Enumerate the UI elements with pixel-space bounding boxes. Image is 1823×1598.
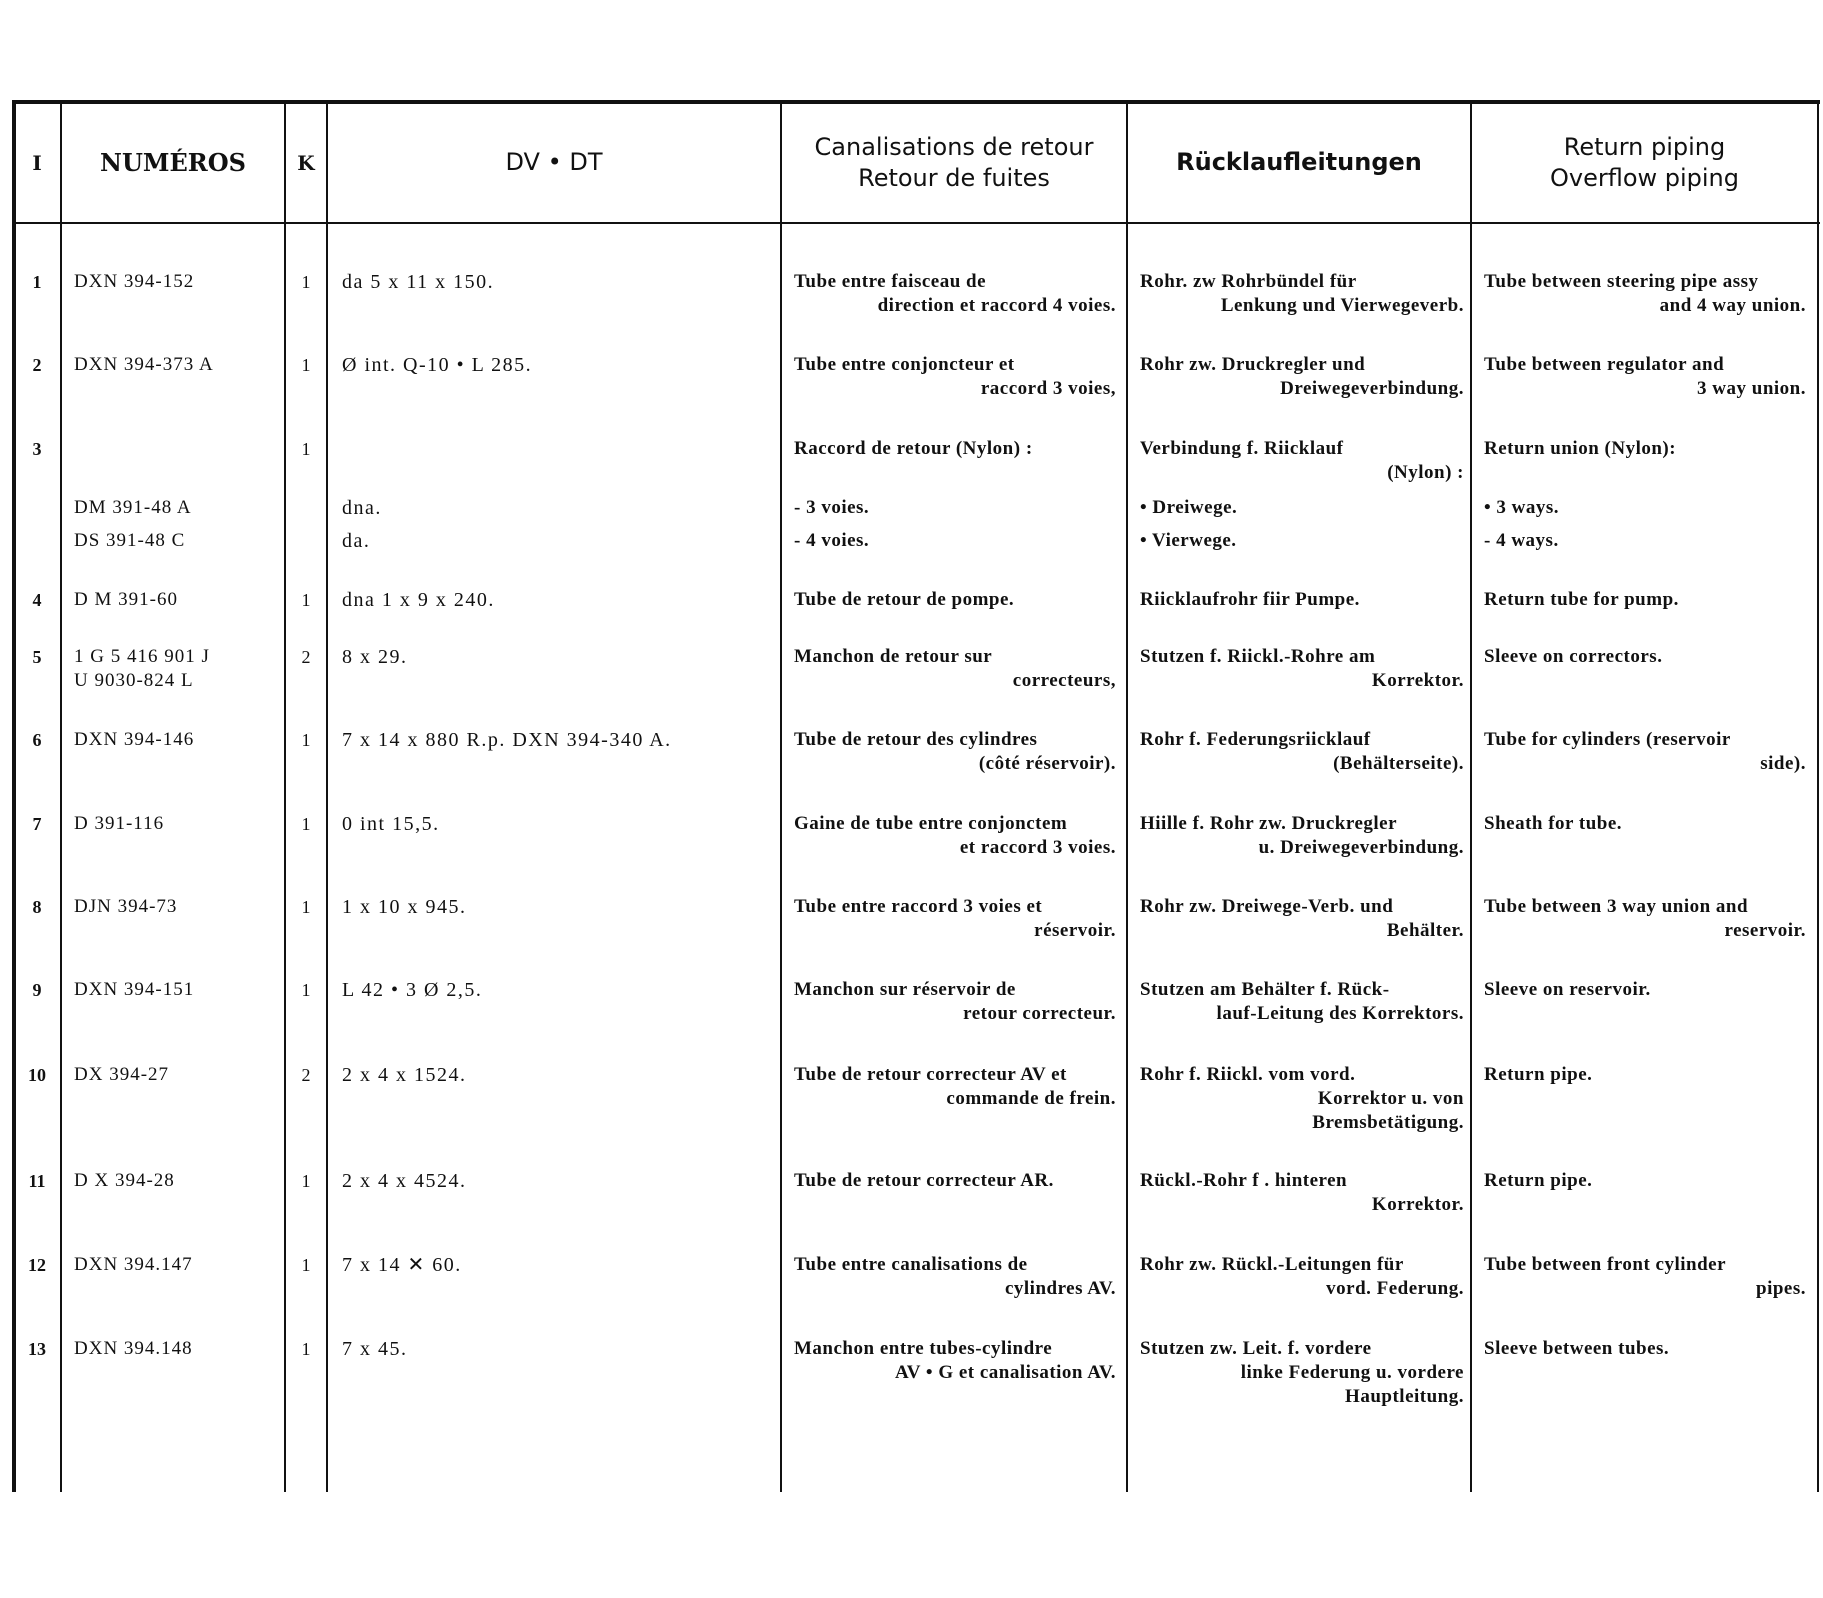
german-description-line: Hauptleitung. xyxy=(1345,1386,1464,1407)
french-description-line: cylindres AV. xyxy=(1004,1278,1116,1299)
french-description xyxy=(794,588,1116,612)
dimension: 2 x 4 x 4524. xyxy=(342,1170,467,1192)
quantity: 1 xyxy=(301,730,311,750)
header-k: K xyxy=(297,151,315,175)
col-divider xyxy=(284,100,286,1492)
french-description-line: Tube de retour correcteur AR. xyxy=(794,1170,1054,1191)
english-description-line: Return pipe. xyxy=(1484,1064,1593,1085)
english-description-line: Sleeve on correctors. xyxy=(1484,646,1663,667)
french-description-line: Tube entre raccord 3 voies et xyxy=(794,896,1043,917)
german-description-line: Korrektor u. von xyxy=(1317,1088,1464,1109)
english-description-line: reservoir. xyxy=(1724,920,1806,941)
quantity: 1 xyxy=(301,590,311,610)
german-description xyxy=(1140,270,1464,318)
german-description xyxy=(1140,529,1464,553)
quantity: 1 xyxy=(301,439,311,459)
german-description-line: lauf-Leitung des Korrektors. xyxy=(1216,1003,1464,1024)
english-description xyxy=(1484,1169,1806,1193)
row-index: 3 xyxy=(32,439,42,459)
part-number-text: DJN 394-73 xyxy=(74,896,178,917)
part-number-text: 1 G 5 416 901 J xyxy=(74,646,210,667)
german-description-line: vord. Federung. xyxy=(1326,1278,1464,1299)
english-description xyxy=(1484,353,1806,401)
german-description-line: Stutzen zw. Leit. f. vordere xyxy=(1140,1338,1372,1359)
german-description-line: Behälter. xyxy=(1386,920,1464,941)
quantity: 1 xyxy=(301,814,311,834)
french-description-line: (côté réservoir). xyxy=(978,753,1116,774)
german-description xyxy=(1140,1063,1464,1135)
english-description xyxy=(1484,496,1806,520)
german-description-line: (Behälterseite). xyxy=(1333,753,1464,774)
row-index: 2 xyxy=(32,355,42,375)
part-number xyxy=(74,978,284,1002)
part-number-text: DXN 394-152 xyxy=(74,271,195,292)
french-description-line: - 3 voies. xyxy=(794,497,870,518)
german-description xyxy=(1140,645,1464,693)
row-index: 5 xyxy=(32,647,42,667)
german-description-line: Dreiwegeverbindung. xyxy=(1280,378,1464,399)
row-index: 7 xyxy=(32,814,42,834)
part-number xyxy=(74,895,284,919)
english-description xyxy=(1484,437,1806,461)
german-description xyxy=(1140,437,1464,485)
german-description-line: Rohr f. Federungsriicklauf xyxy=(1140,729,1371,750)
part-number xyxy=(74,270,284,294)
dimension: 7 x 45. xyxy=(342,1338,408,1360)
english-description xyxy=(1484,588,1806,612)
german-description-line: Rohr zw. Dreiwege-Verb. und xyxy=(1140,896,1394,917)
german-description xyxy=(1140,812,1464,860)
german-description-line: Rohr f. Riickl. vom vord. xyxy=(1140,1064,1356,1085)
german-description-line: Verbindung f. Riicklauf xyxy=(1140,438,1344,459)
dimension: L 42 • 3 Ø 2,5. xyxy=(342,979,483,1001)
german-description xyxy=(1140,496,1464,520)
dimension: da 5 x 11 x 150. xyxy=(342,271,495,293)
french-description xyxy=(794,437,1116,461)
german-description-line: Hiille f. Rohr zw. Druckregler xyxy=(1140,813,1398,834)
dimension: dna 1 x 9 x 240. xyxy=(342,589,495,611)
english-description-line: Tube between 3 way union and xyxy=(1484,896,1749,917)
german-description-line: Korrektor. xyxy=(1371,670,1464,691)
french-description-line: Tube entre conjoncteur et xyxy=(794,354,1015,375)
quantity: 1 xyxy=(301,355,311,375)
english-description xyxy=(1484,1063,1806,1087)
part-number-text: DXN 394-146 xyxy=(74,729,195,750)
english-description-line: Sleeve on reservoir. xyxy=(1484,979,1651,1000)
part-number-alt: U 9030-824 L xyxy=(74,670,194,691)
french-description xyxy=(794,1337,1116,1385)
header-german: Rücklaufleitungen xyxy=(1176,148,1422,177)
part-number-text: DXN 394.148 xyxy=(74,1338,193,1359)
french-description-line: Raccord de retour (Nylon) : xyxy=(794,438,1033,459)
english-description-line: 3 way union. xyxy=(1697,378,1806,399)
header-french xyxy=(782,104,1126,222)
part-number-text: D 391-116 xyxy=(74,813,165,834)
english-description xyxy=(1484,812,1806,836)
french-description xyxy=(794,270,1116,318)
french-description-line: retour correcteur. xyxy=(963,1003,1116,1024)
english-description-line: Sleeve between tubes. xyxy=(1484,1338,1670,1359)
english-description-line: and 4 way union. xyxy=(1659,295,1806,316)
german-description xyxy=(1140,895,1464,943)
part-number-text: DXN 394.147 xyxy=(74,1254,193,1275)
part-number-text: DXN 394-373 A xyxy=(74,354,214,375)
english-description-line: Return union (Nylon): xyxy=(1484,438,1677,459)
col-divider xyxy=(1817,100,1819,1492)
quantity: 1 xyxy=(301,1255,311,1275)
german-description-line: Stutzen f. Riickl.-Rohre am xyxy=(1140,646,1376,667)
quantity: 1 xyxy=(301,272,311,292)
german-description-line: Stutzen am Behälter f. Rück- xyxy=(1140,979,1390,1000)
header-french-line2: Retour de fuites xyxy=(858,164,1050,192)
header-dvdt: DV • DT xyxy=(505,148,603,177)
english-description-line: - 4 ways. xyxy=(1484,530,1559,551)
french-description-line: et raccord 3 voies. xyxy=(959,837,1116,858)
dimension: 1 x 10 x 945. xyxy=(342,896,467,918)
part-number xyxy=(74,728,284,752)
german-description xyxy=(1140,728,1464,776)
german-description xyxy=(1140,353,1464,401)
german-description-line: Rohr. zw Rohrbündel für xyxy=(1140,271,1357,292)
quantity: 1 xyxy=(301,1339,311,1359)
col-divider xyxy=(60,100,62,1492)
header-index: I xyxy=(32,151,42,175)
dimension: 7 x 14 ✕ 60. xyxy=(342,1254,462,1276)
german-description xyxy=(1140,1169,1464,1217)
german-description xyxy=(1140,588,1464,612)
french-description-line: commande de frein. xyxy=(946,1088,1116,1109)
english-description xyxy=(1484,978,1806,1002)
french-description-line: Manchon sur réservoir de xyxy=(794,979,1016,1000)
french-description-line: Tube de retour correcteur AV et xyxy=(794,1064,1067,1085)
french-description-line: - 4 voies. xyxy=(794,530,870,551)
english-description xyxy=(1484,895,1806,943)
col-divider xyxy=(326,100,328,1492)
row-index: 6 xyxy=(32,730,42,750)
col-divider xyxy=(12,100,16,1492)
french-description-line: Manchon de retour sur xyxy=(794,646,993,667)
part-number-text: DXN 394-151 xyxy=(74,979,195,1000)
dimension: 0 int 15,5. xyxy=(342,813,440,835)
german-description-line: • Dreiwege. xyxy=(1140,497,1238,518)
part-number-text: DX 394-27 xyxy=(74,1064,170,1085)
header-english-line1: Return piping xyxy=(1563,132,1726,161)
german-description xyxy=(1140,1253,1464,1301)
german-description-line: Rohr zw. Druckregler und xyxy=(1140,354,1366,375)
english-description-line: side). xyxy=(1760,753,1806,774)
english-description-line: pipes. xyxy=(1756,1278,1806,1299)
part-number-text: DM 391-48 A xyxy=(74,497,192,518)
german-description-line: • Vierwege. xyxy=(1140,530,1237,551)
part-number xyxy=(74,353,284,377)
dimension: 7 x 14 x 880 R.p. DXN 394-340 A. xyxy=(342,729,672,751)
dimension: Ø int. Q-10 • L 285. xyxy=(342,354,533,376)
german-description-line: (Nylon) : xyxy=(1387,462,1464,483)
french-description-line: Gaine de tube entre conjonctem xyxy=(794,813,1068,834)
german-description-line: Lenkung und Vierwegeverb. xyxy=(1220,295,1464,316)
parts-table xyxy=(12,100,1820,1492)
row-index: 10 xyxy=(28,1065,46,1085)
french-description-line: raccord 3 voies, xyxy=(980,378,1116,399)
french-description xyxy=(794,1063,1116,1111)
french-description-line: Tube de retour de pompe. xyxy=(794,589,1015,610)
french-description xyxy=(794,353,1116,401)
dimension: 8 x 29. xyxy=(342,646,408,668)
german-description xyxy=(1140,1337,1464,1409)
part-number-text: D M 391-60 xyxy=(74,589,178,610)
french-description-line: Tube entre canalisations de xyxy=(794,1254,1028,1275)
part-number xyxy=(74,588,284,612)
french-description xyxy=(794,812,1116,860)
french-description-line: Manchon entre tubes-cylindre xyxy=(794,1338,1053,1359)
french-description xyxy=(794,728,1116,776)
quantity: 2 xyxy=(301,647,311,667)
header-english-line2: Overflow piping xyxy=(1549,164,1740,192)
english-description-line: Tube between steering pipe assy xyxy=(1484,271,1759,292)
part-number xyxy=(74,645,284,693)
french-description xyxy=(794,645,1116,693)
part-number xyxy=(74,812,284,836)
english-description xyxy=(1484,1337,1806,1361)
part-number xyxy=(74,1063,284,1087)
part-number xyxy=(74,529,284,553)
english-description xyxy=(1484,529,1806,553)
part-number xyxy=(74,496,284,520)
french-description xyxy=(794,496,1116,520)
french-description xyxy=(794,978,1116,1026)
german-description-line: u. Dreiwegeverbindung. xyxy=(1258,837,1464,858)
row-index: 8 xyxy=(32,897,42,917)
german-description-line: Rohr zw. Rückl.-Leitungen für xyxy=(1140,1254,1404,1275)
part-number-text: DS 391-48 C xyxy=(74,530,186,551)
english-description-line: Sheath for tube. xyxy=(1484,813,1623,834)
german-description-line: Riicklaufrohr fiir Pumpe. xyxy=(1140,589,1360,610)
header-numeros: NUMÉROS xyxy=(100,148,246,178)
french-description xyxy=(794,529,1116,553)
col-divider xyxy=(1470,100,1472,1492)
english-description xyxy=(1484,1253,1806,1301)
english-description-line: Tube between regulator and xyxy=(1484,354,1725,375)
header-english xyxy=(1472,104,1817,222)
english-description-line: Tube between front cylinder xyxy=(1484,1254,1727,1275)
quantity: 1 xyxy=(301,980,311,1000)
french-description-line: Tube de retour des cylindres xyxy=(794,729,1038,750)
row-index: 13 xyxy=(28,1339,46,1359)
col-divider xyxy=(1126,100,1128,1492)
quantity: 1 xyxy=(301,897,311,917)
english-description xyxy=(1484,270,1806,318)
french-description xyxy=(794,895,1116,943)
english-description-line: Tube for cylinders (reservoir xyxy=(1484,729,1731,750)
french-description xyxy=(794,1253,1116,1301)
german-description xyxy=(1140,978,1464,1026)
quantity: 2 xyxy=(301,1065,311,1085)
german-description-line: Korrektor. xyxy=(1371,1194,1464,1215)
part-number xyxy=(74,1169,284,1193)
german-description-line: linke Federung u. vordere xyxy=(1240,1362,1464,1383)
english-description-line: Return tube for pump. xyxy=(1484,589,1679,610)
english-description-line: • 3 ways. xyxy=(1484,497,1560,518)
header-french-line1: Canalisations de retour xyxy=(814,132,1094,161)
part-number-text: D X 394-28 xyxy=(74,1170,175,1191)
english-description xyxy=(1484,645,1806,669)
german-description-line: Rückl.-Rohr f . hinteren xyxy=(1140,1170,1348,1191)
french-description-line: AV • G et canalisation AV. xyxy=(895,1362,1116,1383)
dimension: 2 x 4 x 1524. xyxy=(342,1064,467,1086)
dimension: dna. xyxy=(342,497,382,519)
french-description xyxy=(794,1169,1116,1193)
french-description-line: correcteurs, xyxy=(1012,670,1116,691)
row-index: 12 xyxy=(28,1255,46,1275)
french-description-line: direction et raccord 4 voies. xyxy=(877,295,1116,316)
dimension: da. xyxy=(342,530,371,552)
english-description-line: Return pipe. xyxy=(1484,1170,1593,1191)
english-description xyxy=(1484,728,1806,776)
german-description-line: Bremsbetätigung. xyxy=(1312,1112,1464,1133)
french-description-line: Tube entre faisceau de xyxy=(794,271,987,292)
french-description-line: réservoir. xyxy=(1034,920,1116,941)
row-index: 9 xyxy=(32,980,42,1000)
row-index: 11 xyxy=(28,1171,46,1191)
quantity: 1 xyxy=(301,1171,311,1191)
row-index: 1 xyxy=(32,272,42,292)
col-divider xyxy=(780,100,782,1492)
part-number xyxy=(74,1337,284,1361)
row-index: 4 xyxy=(32,590,42,610)
part-number xyxy=(74,1253,284,1277)
